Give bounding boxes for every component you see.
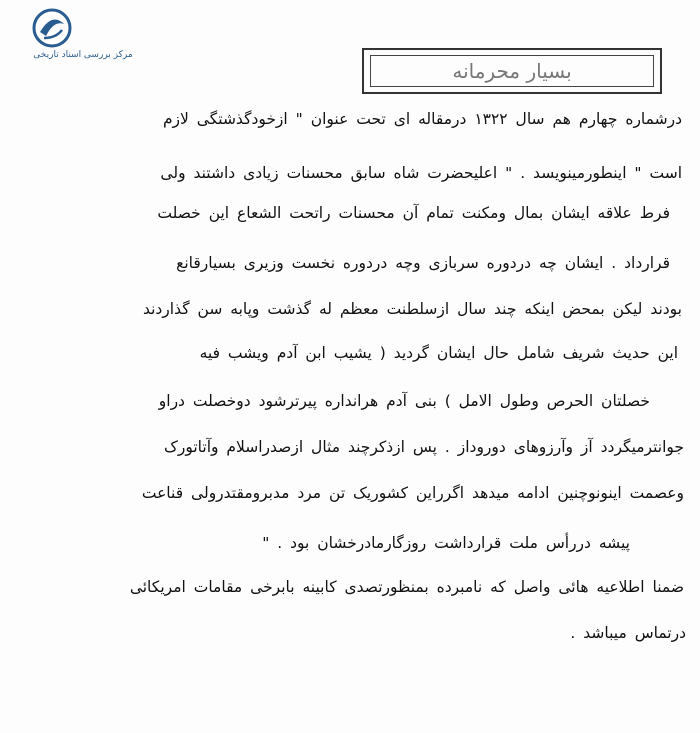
text-line: وعصمت اینونوچنین ادامه میدهد اگرراین کشوریک تن مرد مدبرومقتدرولی قناعت <box>141 484 684 502</box>
text-line: بودند لیکن بمحض اینکه چند سال ازسلطنت معظم له گذشت وپابه سن گذاردند <box>142 300 682 318</box>
text-line: قرارداد . ایشان چه دردوره سربازی وچه دردوره نخست وزیری بسیارقانع <box>176 254 670 272</box>
text-line: درشماره چهارم هم سال ۱۳۲۲ درمقاله ای تحت عنوان " ازخودگذشتگی لازم <box>162 110 682 128</box>
text-line: جوانترمیگردد آز وآرزوهای دوروداز . پس ازذکرچند مثال ازصدراسلام وآتاتورک <box>163 438 684 456</box>
stamp-text: بسیار محرمانه <box>370 55 654 87</box>
logo-caption: مرکز بررسی اسناد تاریخی <box>33 50 133 60</box>
text-line: فرط علاقه ایشان بمال ومکنت تمام آن محسنات راتحت الشعاع این خصلت <box>157 204 670 222</box>
text-line: این حدیث شریف شامل حال ایشان گردید ( یشیب ابن آدم ویشب فیه <box>199 344 678 362</box>
text-line: خصلتان الحرص وطول الامل ) بنی آدم هرانداره پیرترشود دوخصلت دراو <box>158 392 650 410</box>
text-line: ضمنا اطلاعیه هائی واصل که نامبرده بمنظورتصدی کابینه بابرخی مقامات امریکائی <box>129 578 684 596</box>
text-line: است " اینطورمینویسد . " اعلیحضرت شاه سابق محسنات زیادی داشتند ولی <box>160 164 682 182</box>
text-line: پیشه دررأس ملت قرارداشت روزگارمادرخشان بود . " <box>262 534 630 552</box>
text-line: درتماس میباشد . <box>570 624 686 642</box>
